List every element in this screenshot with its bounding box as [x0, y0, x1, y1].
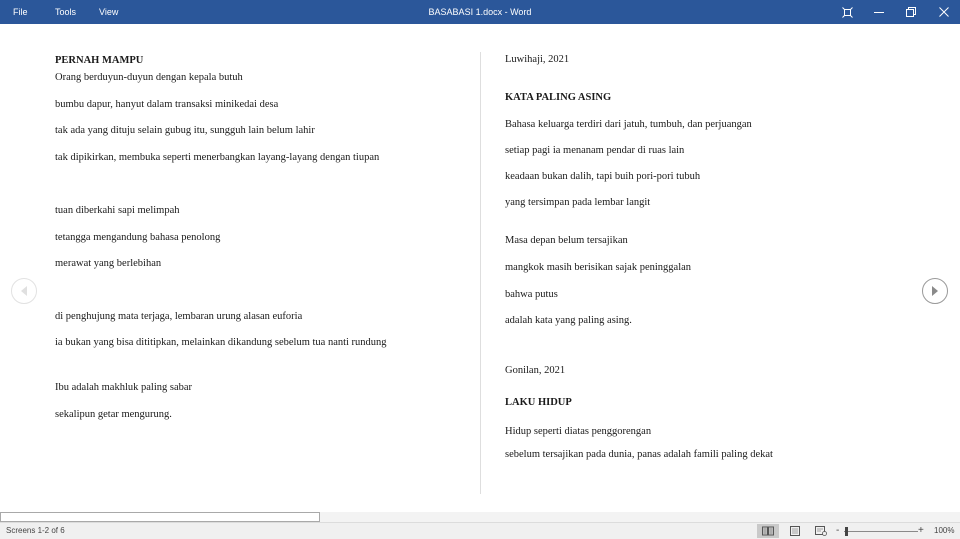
- text-line: keadaan bukan dalih, tapi buih pori-pori tubuh: [505, 171, 701, 182]
- text-line: Masa depan belum tersajikan: [505, 235, 628, 246]
- fit-window-icon: [842, 7, 853, 18]
- text-line: bumbu dapur, hanyut dalam transaksi minikedai desa: [55, 99, 279, 110]
- page-icon: [790, 526, 800, 536]
- close-icon: [939, 7, 949, 17]
- text-line: tak ada yang dituju selain gubug itu, sungguh lain belum lahir: [55, 125, 315, 136]
- zoom-level[interactable]: 100%: [934, 526, 955, 535]
- menu-view[interactable]: View: [99, 7, 119, 17]
- previous-screen-button[interactable]: [11, 278, 37, 304]
- minimize-icon: [874, 7, 884, 17]
- minimize-button[interactable]: [863, 0, 895, 24]
- text-line: setiap pagi ia menanam pendar di ruas lain: [505, 145, 685, 156]
- close-button[interactable]: [928, 0, 960, 24]
- scrollbar-thumb[interactable]: [0, 512, 320, 522]
- next-screen-button[interactable]: [922, 278, 948, 304]
- fit-window-button[interactable]: [831, 0, 863, 24]
- place-date: Luwihaji, 2021: [505, 54, 570, 65]
- text-line: ia bukan yang bisa dititipkan, melainkan dikandung sebelum tua nanti rundung: [55, 337, 387, 348]
- text-line: tuan diberkahi sapi melimpah: [55, 205, 180, 216]
- book-icon: [762, 526, 774, 536]
- status-bar: [0, 522, 960, 539]
- text-line: tetangga mengandung bahasa penolong: [55, 232, 221, 243]
- web-layout-button[interactable]: [810, 524, 832, 538]
- text-line: sebelum tersajikan pada dunia, panas adalah famili paling dekat: [505, 449, 773, 460]
- text-line: bahwa putus: [505, 289, 558, 300]
- web-layout-icon: [815, 526, 827, 536]
- zoom-slider-thumb[interactable]: [845, 527, 848, 536]
- title-bar: [0, 0, 960, 24]
- screen-count: Screens 1-2 of 6: [6, 526, 65, 535]
- column-divider: [480, 52, 481, 494]
- place-date: Gonilan, 2021: [505, 365, 566, 376]
- menu-file[interactable]: File: [13, 7, 28, 17]
- print-layout-button[interactable]: [784, 524, 806, 538]
- text-line: di penghujung mata terjaga, lembaran urung alasan euforia: [55, 311, 303, 322]
- chevron-left-icon: [19, 285, 29, 297]
- text-line: Ibu adalah makhluk paling sabar: [55, 382, 193, 393]
- reading-area: [0, 24, 960, 512]
- text-line: Bahasa keluarga terdiri dari jatuh, tumbuh, dan perjuangan: [505, 119, 752, 130]
- text-line: merawat yang berlebihan: [55, 258, 162, 269]
- zoom-out-button[interactable]: -: [836, 525, 840, 536]
- poem-title-pernah-mampu: PERNAH MAMPU: [55, 55, 144, 66]
- menu-tools[interactable]: Tools: [55, 7, 77, 17]
- text-line: Orang berduyun-duyun dengan kepala butuh: [55, 72, 243, 83]
- zoom-in-button[interactable]: +: [918, 525, 924, 536]
- zoom-slider-track[interactable]: [844, 531, 918, 532]
- poem-title-kata-paling-asing: KATA PALING ASING: [505, 92, 612, 103]
- text-line: adalah kata yang paling asing.: [505, 315, 632, 326]
- restore-button[interactable]: [895, 0, 927, 24]
- text-line: yang tersimpan pada lembar langit: [505, 197, 651, 208]
- text-line: mangkok masih berisikan sajak peninggalan: [505, 262, 692, 273]
- poem-title-laku-hidup: LAKU HIDUP: [505, 397, 572, 408]
- document-title: BASABASI 1.docx - Word: [428, 7, 532, 17]
- restore-icon: [906, 7, 916, 17]
- text-line: tak dipikirkan, membuka seperti menerbangkan layang-layang dengan tiupan: [55, 152, 380, 163]
- text-line: sekalipun getar mengurung.: [55, 409, 172, 420]
- text-line: Hidup seperti diatas penggorengan: [505, 426, 652, 437]
- read-mode-button[interactable]: [757, 524, 779, 538]
- chevron-right-icon: [930, 285, 940, 297]
